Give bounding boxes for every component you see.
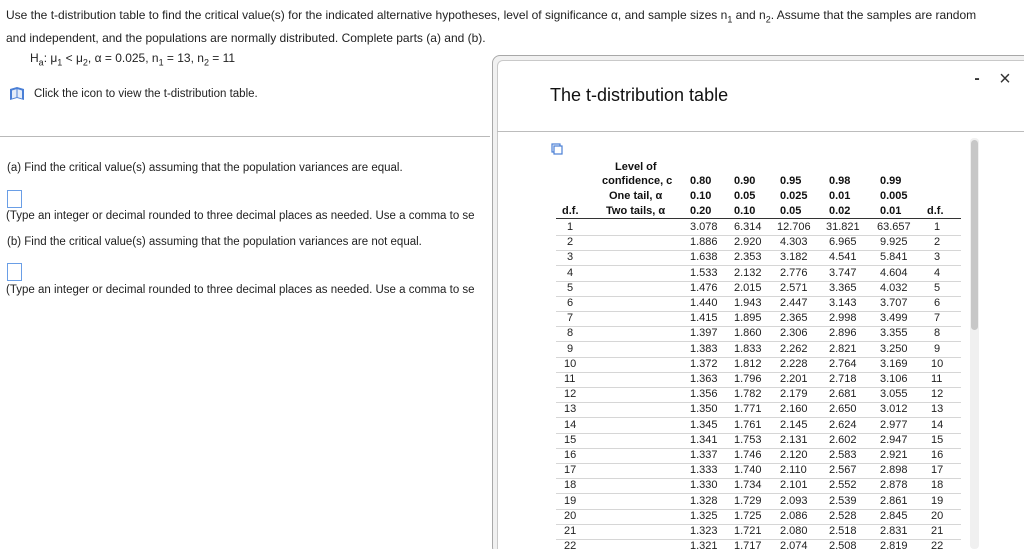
- df-cell-left: 18: [564, 479, 577, 492]
- table-cell: 2.262: [780, 342, 808, 355]
- table-cell: 2.353: [734, 251, 762, 264]
- table-cell: 2.650: [829, 403, 857, 416]
- table-cell: 1.321: [690, 540, 718, 549]
- table-cell: 1.476: [690, 281, 718, 294]
- header-confidence-value: 0.98: [829, 175, 851, 187]
- part-b-answer-input[interactable]: [7, 263, 22, 281]
- table-cell: 1.323: [690, 525, 718, 537]
- df-cell-right: 11: [931, 373, 943, 385]
- table-cell: 9.925: [880, 236, 908, 249]
- confidence-label: confidence, c: [602, 175, 673, 187]
- part-a-answer-input[interactable]: [7, 190, 22, 208]
- table-cell: 2.977: [880, 418, 908, 431]
- header-one-tail-value: 0.005: [880, 190, 908, 202]
- df-cell-left: 4: [567, 266, 574, 279]
- table-cell: 1.341: [690, 433, 718, 446]
- header-two-tails-value: 0.01: [880, 205, 902, 217]
- table-cell: 1.721: [734, 525, 762, 537]
- table-cell: 2.776: [780, 266, 808, 279]
- df-cell-left: 20: [564, 509, 577, 522]
- table-cell: 4.303: [780, 236, 808, 249]
- table-cell: 2.624: [829, 418, 857, 431]
- part-b-hint: (Type an integer or decimal rounded to three decimal places as needed. Use a comma to se: [6, 284, 475, 296]
- table-cell: 1.860: [734, 327, 762, 340]
- df-cell-right: 6: [934, 297, 941, 309]
- table-cell: 3.106: [880, 373, 908, 385]
- table-cell: 2.528: [829, 509, 857, 522]
- table-cell: 2.947: [880, 433, 908, 446]
- table-cell: 5.841: [880, 251, 908, 264]
- header-one-tail-value: 0.025: [780, 190, 808, 202]
- table-cell: 1.734: [734, 479, 762, 492]
- table-cell: 1.372: [690, 357, 718, 370]
- table-cell: 2.228: [780, 357, 808, 370]
- table-cell: 1.397: [690, 327, 718, 340]
- table-cell: 2.101: [780, 479, 808, 492]
- header-confidence-value: 0.90: [734, 175, 756, 187]
- one-tail-label: One tail, α: [609, 190, 663, 202]
- table-cell: 3.055: [880, 388, 908, 401]
- part-a-question: (a) Find the critical value(s) assuming that the population variances are equal.: [7, 162, 403, 174]
- table-cell: 2.898: [880, 464, 908, 477]
- table-cell: 2.306: [780, 327, 808, 340]
- table-cell: 1.415: [690, 312, 718, 325]
- header-confidence-value: 0.95: [780, 175, 802, 187]
- table-cell: 4.032: [880, 281, 908, 294]
- df-cell-left: 21: [564, 525, 577, 537]
- table-cell: 3.499: [880, 312, 908, 325]
- book-icon[interactable]: [8, 86, 26, 102]
- df-header-right: d.f.: [927, 205, 944, 217]
- table-cell: 2.160: [780, 403, 808, 416]
- df-cell-right: 3: [934, 251, 941, 264]
- view-table-link[interactable]: [8, 86, 258, 102]
- df-cell-left: 14: [564, 418, 577, 431]
- copy-icon[interactable]: [551, 143, 563, 155]
- df-cell-right: 10: [931, 357, 944, 370]
- table-cell: 2.201: [780, 373, 808, 385]
- table-cell: 63.657: [877, 221, 911, 233]
- table-cell: 2.861: [880, 494, 908, 507]
- question-line-1: Use the t-distribution table to find the critical value(s) for the indicated alternative hypotheses, level of significance α, and sample sizes $n_1$ and $n_2$. Assume that the samples are random: [6, 8, 977, 25]
- df-cell-right: 1: [934, 221, 941, 233]
- table-cell: 3.143: [829, 297, 857, 309]
- table-cell: 1.325: [690, 509, 718, 522]
- table-cell: 1.812: [734, 357, 762, 370]
- df-cell-right: 2: [934, 236, 941, 249]
- table-cell: 2.845: [880, 509, 908, 522]
- table-cell: 2.998: [829, 312, 857, 325]
- df-cell-right: 17: [931, 464, 944, 477]
- header-two-tails-value: 0.05: [780, 205, 802, 217]
- header-confidence-value: 0.80: [690, 175, 712, 187]
- df-cell-right: 7: [934, 312, 941, 325]
- header-one-tail-value: 0.05: [734, 190, 756, 202]
- table-cell: 4.541: [829, 251, 857, 264]
- table-cell: 1.746: [734, 449, 762, 461]
- table-cell: 2.145: [780, 418, 808, 431]
- table-cell: 1.740: [734, 464, 762, 477]
- table-cell: 1.943: [734, 297, 762, 309]
- table-cell: 2.365: [780, 312, 808, 325]
- df-cell-left: 9: [567, 342, 574, 355]
- df-cell-right: 5: [934, 281, 941, 294]
- table-cell: 1.895: [734, 312, 762, 325]
- table-cell: 2.120: [780, 449, 808, 461]
- table-cell: 1.337: [690, 449, 718, 461]
- table-cell: 2.093: [780, 494, 808, 507]
- df-cell-right: 12: [931, 388, 944, 401]
- df-cell-right: 14: [931, 418, 944, 431]
- table-cell: 1.729: [734, 494, 762, 507]
- df-cell-right: 15: [931, 433, 944, 446]
- df-cell-left: 15: [564, 433, 577, 446]
- table-cell: 2.764: [829, 357, 857, 370]
- table-cell: 2.086: [780, 509, 808, 522]
- table-cell: 1.333: [690, 464, 718, 477]
- df-cell-left: 7: [567, 312, 574, 325]
- table-cell: 2.583: [829, 449, 857, 461]
- header-one-tail-value: 0.01: [829, 190, 851, 202]
- df-cell-right: 16: [931, 449, 944, 461]
- table-cell: 3.355: [880, 327, 908, 340]
- modal-title: The t-distribution table: [550, 85, 729, 105]
- table-cell: 1.383: [690, 342, 718, 355]
- df-cell-left: 3: [567, 251, 574, 264]
- table-cell: 1.638: [690, 251, 718, 264]
- header-one-tail-value: 0.10: [690, 190, 712, 202]
- table-cell: 2.074: [780, 540, 808, 549]
- minimize-icon: -: [974, 70, 980, 87]
- table-cell: 2.681: [829, 388, 857, 401]
- table-cell: 1.350: [690, 403, 718, 416]
- table-cell: 2.819: [880, 540, 908, 549]
- minimize-button[interactable]: [970, 70, 984, 88]
- part-a-hint: (Type an integer or decimal rounded to three decimal places as needed. Use a comma to se: [6, 210, 475, 222]
- table-cell: 1.761: [734, 418, 762, 431]
- table-cell: 6.965: [829, 236, 857, 249]
- table-cell: 4.604: [880, 266, 908, 279]
- close-icon: ×: [999, 68, 1011, 90]
- df-cell-right: 22: [931, 540, 944, 549]
- table-cell: 3.707: [880, 297, 908, 309]
- df-cell-left: 5: [567, 281, 574, 294]
- df-cell-left: 8: [567, 327, 574, 340]
- df-cell-right: 4: [934, 266, 941, 279]
- df-cell-left: 12: [564, 388, 577, 401]
- table-cell: 31.821: [826, 221, 860, 233]
- table-cell: 1.328: [690, 494, 718, 507]
- table-cell: 1.345: [690, 418, 718, 431]
- part-b-question: (b) Find the critical value(s) assuming that the population variances are not equal.: [7, 236, 422, 248]
- table-cell: 2.132: [734, 266, 762, 279]
- header-confidence-value: 0.99: [880, 175, 902, 187]
- table-cell: 2.571: [780, 281, 808, 294]
- header-two-tails-value: 0.20: [690, 205, 712, 217]
- level-label: Level of: [615, 161, 657, 173]
- table-cell: 3.078: [690, 221, 718, 233]
- table-cell: 6.314: [734, 221, 762, 233]
- close-button[interactable]: [996, 70, 1014, 88]
- table-cell: 2.821: [829, 342, 857, 355]
- header-two-tails-value: 0.10: [734, 205, 756, 217]
- df-cell-right: 19: [931, 494, 944, 507]
- df-cell-left: 10: [564, 357, 577, 370]
- df-cell-left: 19: [564, 494, 577, 507]
- table-cell: 2.552: [829, 479, 857, 492]
- table-cell: 1.771: [734, 403, 762, 416]
- table-cell: 1.782: [734, 388, 762, 401]
- table-cell: 1.753: [734, 433, 762, 446]
- table-cell: 1.886: [690, 236, 718, 249]
- df-cell-left: 1: [567, 221, 574, 233]
- table-cell: 3.012: [880, 403, 908, 416]
- table-cell: 2.080: [780, 525, 808, 537]
- table-cell: 1.725: [734, 509, 762, 522]
- table-cell: 2.015: [734, 281, 762, 294]
- df-cell-left: 2: [567, 236, 574, 249]
- table-cell: 1.533: [690, 266, 718, 279]
- table-cell: 2.831: [880, 525, 908, 537]
- table-cell: 2.518: [829, 525, 857, 537]
- table-cell: 2.447: [780, 297, 808, 309]
- df-cell-right: 18: [931, 479, 944, 492]
- table-cell: 2.179: [780, 388, 808, 401]
- table-cell: 2.896: [829, 327, 857, 340]
- question-text: [6, 6, 1006, 48]
- section-divider: [0, 136, 490, 137]
- alternative-hypothesis: $H_a$: $\mu_1 < \mu_2$, α = 0.025, $n_1 = 13$, $n_2 = 11$: [30, 51, 236, 68]
- header-two-tails-value: 0.02: [829, 205, 851, 217]
- df-cell-left: 11: [564, 373, 576, 385]
- question-line-2: and independent, and the populations are normally distributed. Complete parts (a) and (b).: [6, 31, 486, 46]
- table-cell: 1.356: [690, 388, 718, 401]
- table-cell: 2.567: [829, 464, 857, 477]
- table-cell: 2.718: [829, 373, 857, 385]
- table-cell: 3.747: [829, 266, 857, 279]
- table-cell: 1.833: [734, 342, 762, 355]
- df-cell-left: 6: [567, 297, 574, 309]
- modal-separator: [497, 131, 1024, 132]
- table-cell: 2.921: [880, 449, 908, 461]
- table-header-underline: [556, 218, 961, 219]
- df-cell-left: 17: [564, 464, 577, 477]
- table-cell: 2.602: [829, 433, 857, 446]
- table-cell: 2.131: [780, 433, 808, 446]
- table-cell: 3.250: [880, 342, 908, 355]
- table-cell: 1.363: [690, 373, 718, 385]
- df-cell-right: 9: [934, 342, 941, 355]
- df-cell-left: 16: [564, 449, 577, 461]
- table-cell: 1.440: [690, 297, 718, 309]
- table-cell: 1.796: [734, 373, 762, 385]
- table-cell: 2.110: [780, 464, 807, 477]
- two-tails-label: Two tails, α: [606, 205, 666, 217]
- df-cell-right: 20: [931, 509, 944, 522]
- table-cell: 2.539: [829, 494, 857, 507]
- table-cell: 3.182: [780, 251, 808, 264]
- view-table-label[interactable]: Click the icon to view the t-distribution table.: [34, 88, 258, 100]
- table-cell: 1.330: [690, 479, 718, 492]
- table-cell: 2.508: [829, 540, 857, 549]
- df-cell-right: 21: [931, 525, 944, 537]
- table-cell: 2.920: [734, 236, 762, 249]
- df-cell-right: 8: [934, 327, 941, 340]
- table-cell: 3.365: [829, 281, 857, 294]
- table-cell: 12.706: [777, 221, 811, 233]
- table-cell: 1.717: [734, 540, 762, 549]
- table-cell: 2.878: [880, 479, 908, 492]
- df-header-left: d.f.: [562, 205, 579, 217]
- df-cell-left: 13: [564, 403, 577, 416]
- table-cell: 3.169: [880, 357, 908, 370]
- df-cell-right: 13: [931, 403, 944, 416]
- scrollbar-thumb[interactable]: [971, 140, 978, 330]
- df-cell-left: 22: [564, 540, 577, 549]
